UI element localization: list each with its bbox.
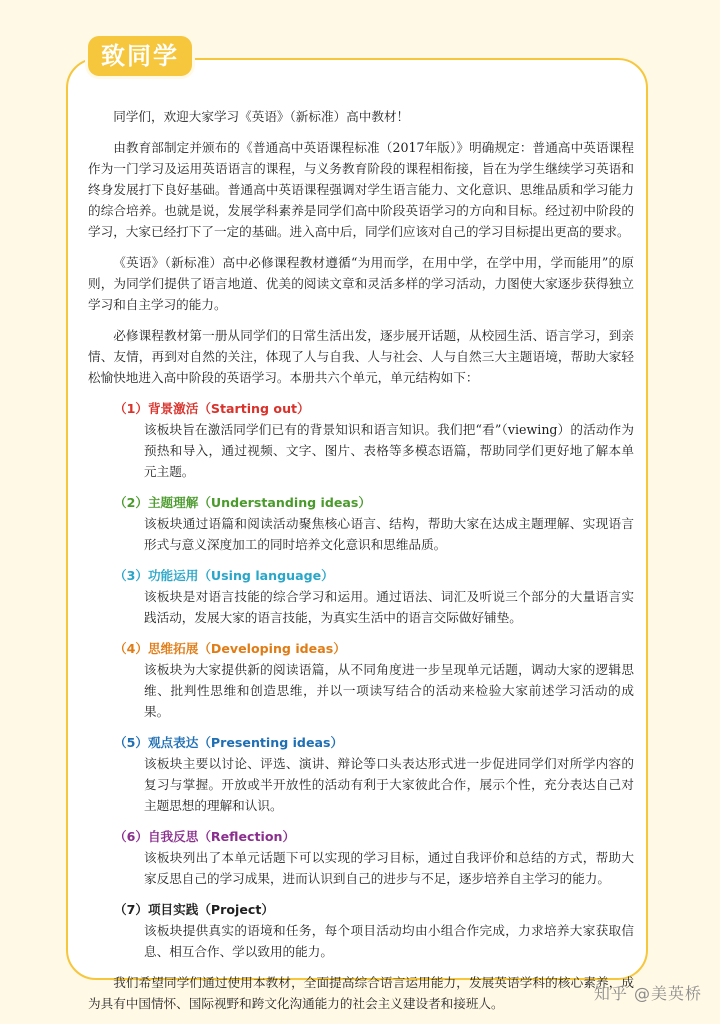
closing-paragraph: 我们希望同学们通过使用本教材，全面提高综合语言运用能力，发展英语学科的核心素养，成为具有中国情怀、国际视野和跨文化沟通能力的社会主义建设者和接班人。	[88, 975, 634, 1011]
section-heading: （7）项目实践（Project）	[114, 902, 274, 917]
section-understanding-ideas	[88, 492, 634, 555]
section-heading: （4）思维拓展（Developing ideas）	[114, 641, 346, 656]
section-heading: （3）功能运用（Using language）	[114, 568, 334, 583]
section-using-language	[88, 565, 634, 628]
section-heading: （5）观点表达（Presenting ideas）	[114, 735, 344, 750]
section-description: 该板块通过语篇和阅读活动聚焦核心语言、结构，帮助大家在达成主题理解、实现语言形式与意义深度加工的同时培养文化意识和思维品质。	[144, 516, 634, 552]
section-description: 该板块主要以讨论、评选、演讲、辩论等口头表达形式进一步促进同学们对所学内容的复习与掌握。开放或半开放性的活动有利于大家彼此合作，展示个性，充分表达自己对主题思想的理解和认识。	[144, 756, 634, 813]
section-description: 该板块提供真实的语境和任务，每个项目活动均由小组合作完成，力求培养大家获取信息、相互合作、学以致用的能力。	[144, 923, 634, 959]
section-heading: （6）自我反思（Reflection）	[114, 829, 296, 844]
watermark: 知乎 @美英桥	[593, 984, 702, 1003]
section-description: 该板块是对语言技能的综合学习和运用。通过语法、词汇及听说三个部分的大量语言实践活动，发展大家的语言技能，为真实生活中的语言交际做好铺垫。	[144, 589, 634, 625]
intro-paragraph-2: 《英语》（新标准）高中必修课程教材遵循“为用而学，在用中学，在学中用，学而能用”的原则，为同学们提供了语言地道、优美的阅读文章和灵活多样的学习活动，力图使大家逐步获得独立学习和自主学习的能力。	[88, 255, 634, 312]
greeting: 同学们，欢迎大家学习《英语》（新标准）高中教材！	[113, 109, 410, 124]
section-description: 该板块为大家提供新的阅读语篇，从不同角度进一步呈现单元话题，调动大家的逻辑思维、批判性思维和创造思维，并以一项读写结合的活动来检验大家前述学习活动的成果。	[144, 662, 634, 719]
section-starting-out	[88, 398, 634, 482]
section-description: 该板块旨在激活同学们已有的背景知识和语言知识。我们把“看”（viewing）的活动作为预热和导入，通过视频、文字、图片、表格等多模态语篇，帮助同学们更好地了解本单元主题。	[144, 422, 634, 479]
section-heading: （2）主题理解（Understanding ideas）	[114, 495, 372, 510]
section-heading: （1）背景激活（Starting out）	[114, 401, 310, 416]
section-developing-ideas	[88, 638, 634, 722]
section-reflection	[88, 826, 634, 889]
letter-body	[88, 106, 634, 1024]
section-description: 该板块列出了本单元话题下可以实现的学习目标，通过自我评价和总结的方式，帮助大家反思自己的学习成果，进而认识到自己的进步与不足，逐步培养自主学习的能力。	[144, 850, 634, 886]
section-project	[88, 899, 634, 962]
page-title: 致同学	[88, 36, 192, 76]
section-presenting-ideas	[88, 732, 634, 816]
intro-paragraph-1: 由教育部制定并颁布的《普通高中英语课程标准（2017年版）》明确规定：普通高中英语课程作为一门学习及运用英语语言的课程，与义务教育阶段的课程相衔接，旨在为学生继续学习英语和终身发展打下良好基础。普通高中英语课程强调对学生语言能力、文化意识、思维品质和学习能力的综合培养。也就是说，发展学科素养是同学们高中阶段英语学习的方向和目标。经过初中阶段的学习，大家已经打下了一定的基础。进入高中后，同学们应该对自己的学习目标提出更高的要求。	[88, 140, 634, 239]
intro-paragraph-3: 必修课程教材第一册从同学们的日常生活出发，逐步展开话题，从校园生活、语言学习，到亲情、友情，再到对自然的关注，体现了人与自我、人与社会、人与自然三大主题语境，帮助大家轻松愉快地进入高中阶段的英语学习。本册共六个单元，单元结构如下：	[88, 328, 634, 385]
